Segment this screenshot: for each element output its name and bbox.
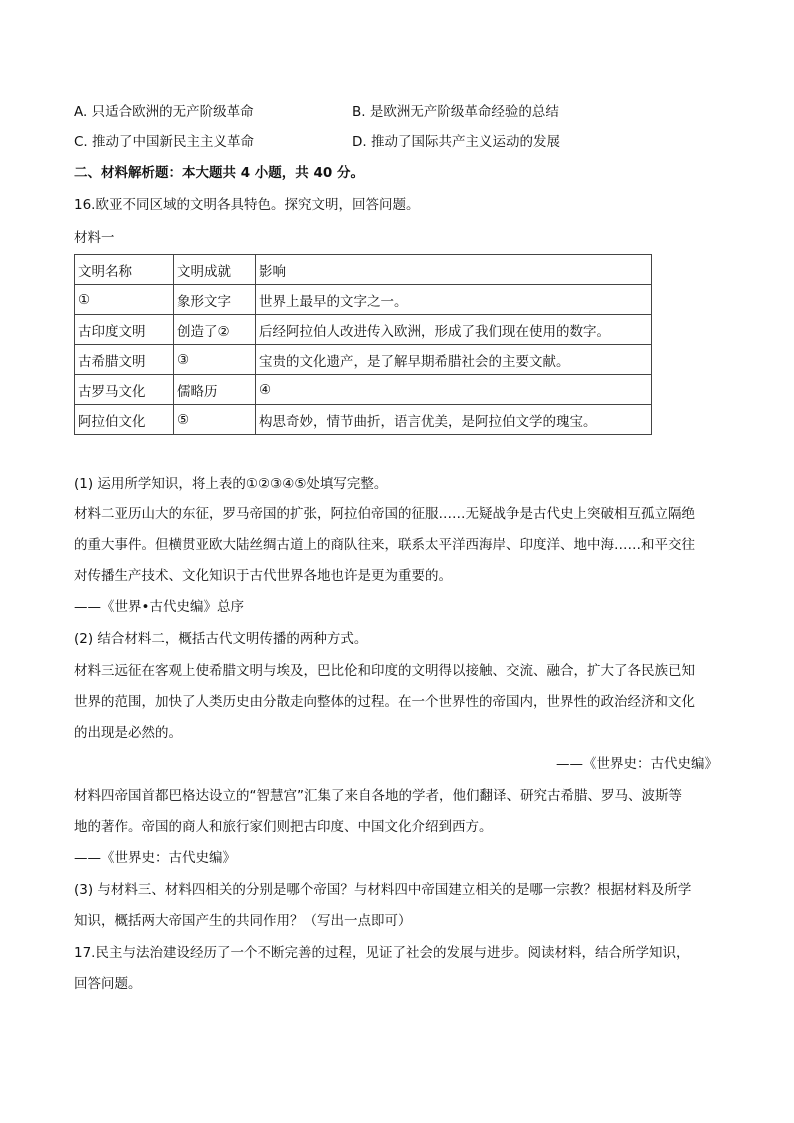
table-cell: 世界上最早的文字之一。 bbox=[256, 285, 652, 315]
question-17-stem-line: 17.民主与法治建设经历了一个不断完善的过程，见证了社会的发展与进步。阅读材料，结合所学知识， bbox=[74, 945, 690, 961]
table-row bbox=[75, 345, 652, 375]
table-row bbox=[75, 285, 652, 315]
material-3-line: 的出现是必然的。 bbox=[74, 725, 182, 741]
table-cell: 创造了② bbox=[174, 315, 256, 345]
table-row bbox=[75, 375, 652, 405]
option-a: A. 只适合欧洲的无产阶级革命 bbox=[74, 104, 254, 120]
sub-question-1: (1) 运用所学知识，将上表的①②③④⑤处填写完整。 bbox=[74, 476, 388, 492]
table-cell: 儒略历 bbox=[174, 375, 256, 405]
material-2-line: 的重大事件。但横贯亚欧大陆丝绸古道上的商队往来，联系太平洋西海岸、印度洋、地中海……和平交往 bbox=[74, 537, 695, 553]
sub-question-3-line: (3) 与材料三、材料四相关的分别是哪个帝国？与材料四中帝国建立相关的是哪一宗教？根据材料及所学 bbox=[74, 882, 692, 898]
option-c: C. 推动了中国新民主主义革命 bbox=[74, 134, 255, 150]
material-2-line: 对传播生产技术、文化知识于古代世界各地也许是更为重要的。 bbox=[74, 568, 452, 584]
table-header-cell: 文明成就 bbox=[174, 255, 256, 285]
question-17-stem-line: 回答问题。 bbox=[74, 976, 142, 992]
option-b: B. 是欧洲无产阶级革命经验的总结 bbox=[352, 104, 559, 120]
table-header-cell: 文明名称 bbox=[75, 255, 174, 285]
table-cell: 后经阿拉伯人改进传入欧洲，形成了我们现在使用的数字。 bbox=[256, 315, 652, 345]
civilization-table bbox=[74, 254, 652, 435]
table-header-cell: 影响 bbox=[256, 255, 652, 285]
material-2-source: ——《世界•古代史编》总序 bbox=[74, 599, 244, 615]
option-d: D. 推动了国际共产主义运动的发展 bbox=[352, 134, 560, 150]
material-2-line: 材料二亚历山大的东征，罗马帝国的扩张，阿拉伯帝国的征服……无疑战争是古代史上突破相互孤立隔绝 bbox=[74, 506, 695, 522]
table-cell: 象形文字 bbox=[174, 285, 256, 315]
question-16-stem: 16.欧亚不同区域的文明各具特色。探究文明，回答问题。 bbox=[74, 197, 420, 213]
table-cell: 古罗马文化 bbox=[75, 375, 174, 405]
material-1-label: 材料一 bbox=[74, 230, 115, 246]
table-cell: ③ bbox=[174, 345, 256, 375]
material-3-line: 世界的范围，加快了人类历史由分散走向整体的过程。在一个世界性的帝国内，世界性的政治经济和文化 bbox=[74, 694, 695, 710]
table-cell: ④ bbox=[256, 375, 652, 405]
sub-question-2: (2) 结合材料二，概括古代文明传播的两种方式。 bbox=[74, 631, 368, 647]
material-4-line: 地的著作。帝国的商人和旅行家们则把古印度、中国文化介绍到西方。 bbox=[74, 819, 493, 835]
table-cell: 宝贵的文化遗产，是了解早期希腊社会的主要文献。 bbox=[256, 345, 652, 375]
table-cell: ① bbox=[75, 285, 174, 315]
table-cell: 构思奇妙，情节曲折，语言优美，是阿拉伯文学的瑰宝。 bbox=[256, 405, 652, 435]
material-3-line: 材料三远征在客观上使希腊文明与埃及，巴比伦和印度的文明得以接触、交流、融合，扩大了各民族已知 bbox=[74, 663, 695, 679]
table-row bbox=[75, 315, 652, 345]
material-3-source: ——《世界史：古代史编》 bbox=[556, 756, 718, 772]
table-cell: 阿拉伯文化 bbox=[75, 405, 174, 435]
table-cell: 古印度文明 bbox=[75, 315, 174, 345]
section-heading: 二、材料解析题：本大题共 4 小题，共 40 分。 bbox=[74, 165, 364, 181]
table-cell: ⑤ bbox=[174, 405, 256, 435]
sub-question-3-line: 知识，概括两大帝国产生的共同作用？（写出一点即可） bbox=[74, 913, 412, 929]
material-4-source: ——《世界史：古代史编》 bbox=[74, 850, 236, 866]
material-4-line: 材料四帝国首都巴格达设立的“智慧宫”汇集了来自各地的学者，他们翻译、研究古希腊、罗马、波斯等 bbox=[74, 788, 682, 804]
table-row bbox=[75, 405, 652, 435]
table-cell: 古希腊文明 bbox=[75, 345, 174, 375]
table-header-row bbox=[75, 255, 652, 285]
